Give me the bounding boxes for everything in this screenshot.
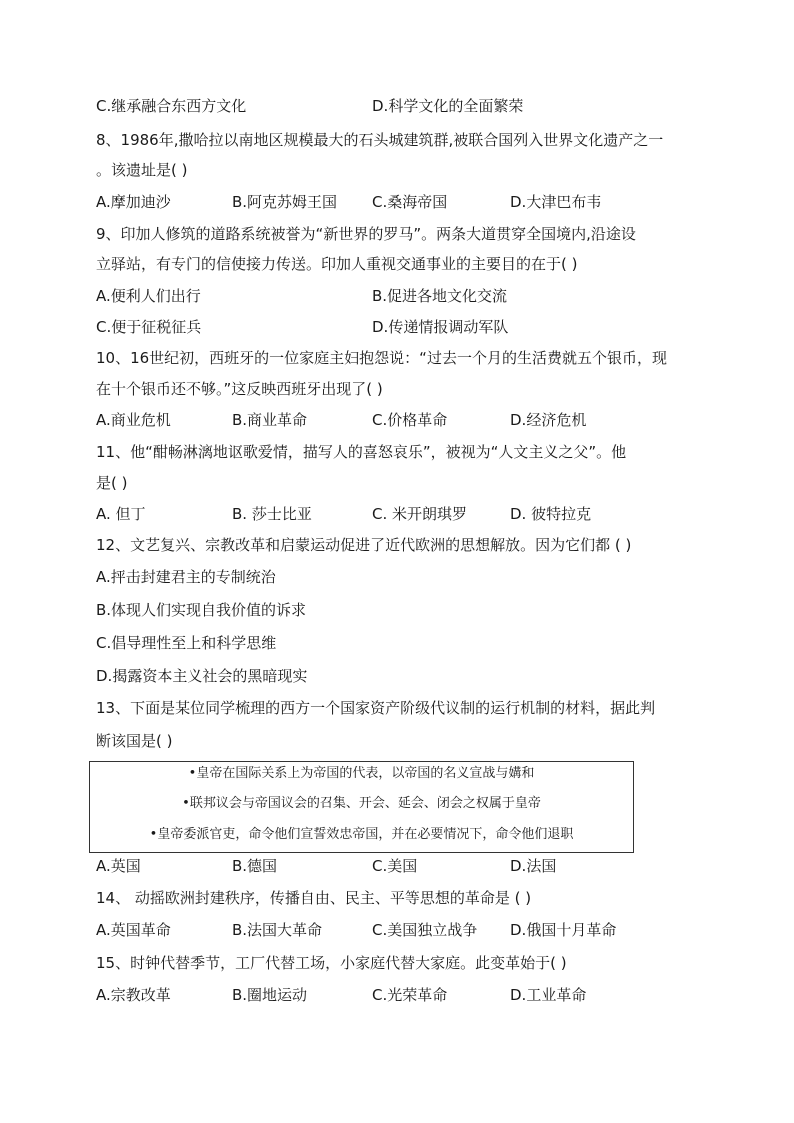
q9-options-row2 xyxy=(96,317,706,337)
q9-option-c: C.便于征税征兵 xyxy=(96,318,202,336)
q13-material-line: •联邦议会与帝国议会的召集、开会、延会、闭会之权属于皇帝 xyxy=(182,796,541,811)
q14-option-a: A.英国革命 xyxy=(96,921,171,939)
q13-material-line: •皇帝在国际关系上为帝国的代表，以帝国的名义宣战与媾和 xyxy=(188,766,535,781)
q15-stem-line1: 15、时钟代替季节，工厂代替工场，小家庭代替大家庭。此变革始于( ) xyxy=(96,954,567,972)
q10-options xyxy=(96,410,706,430)
q7-options xyxy=(96,96,706,116)
q11-option-b: B. 莎士比亚 xyxy=(232,505,312,523)
q15-options xyxy=(96,985,706,1005)
q9-stem-line2: 立驿站，有专门的信使接力传送。印加人重视交通事业的主要目的在于( ) xyxy=(96,255,578,273)
q13-option-c: C.美国 xyxy=(372,857,418,875)
q13-stem-line2: 断该国是( ) xyxy=(96,732,173,750)
q9-option-b: B.促进各地文化交流 xyxy=(372,287,508,305)
q7-option-d: D.科学文化的全面繁荣 xyxy=(372,97,524,115)
q11-option-d: D. 彼特拉克 xyxy=(510,505,592,523)
q9-stem-line1: 9、印加人修筑的道路系统被誉为“新世界的罗马”。两条大道贯穿全国境内,沿途设 xyxy=(96,225,636,243)
q8-option-a: A.摩加迪沙 xyxy=(96,193,171,211)
q8-option-c: C.桑海帝国 xyxy=(372,193,448,211)
q7-option-c: C.继承融合东西方文化 xyxy=(96,97,247,115)
q12-option-c: C.倡导理性至上和科学思维 xyxy=(96,634,277,652)
q13-option-a: A.英国 xyxy=(96,857,141,875)
q9-option-d: D.传递情报调动军队 xyxy=(372,318,509,336)
q14-stem-line1: 14、 动摇欧洲封建秩序，传播自由、民主、平等思想的革命是 ( ) xyxy=(96,889,532,907)
q12-option-a: A.抨击封建君主的专制统治 xyxy=(96,568,276,586)
q8-stem-line2: 。该遗址是( ) xyxy=(96,161,188,179)
q9-options-row1 xyxy=(96,286,706,306)
q10-option-b: B.商业革命 xyxy=(232,411,308,429)
q13-option-b: B.德国 xyxy=(232,857,278,875)
q11-options xyxy=(96,504,706,524)
q11-stem-line1: 11、他“酣畅淋漓地讴歌爱情，描写人的喜怒哀乐”，被视为“人文主义之父”。他 xyxy=(96,443,627,461)
q10-stem-line1: 10、16世纪初，西班牙的一位家庭主妇抱怨说：“过去一个月的生活费就五个银币，现 xyxy=(96,349,667,367)
q13-options xyxy=(96,856,706,876)
q14-options xyxy=(96,920,706,940)
q12-option-d: D.揭露资本主义社会的黑暗现实 xyxy=(96,667,308,685)
q11-option-c: C. 米开朗琪罗 xyxy=(372,505,468,523)
q12-option-b: B.体现人们实现自我价值的诉求 xyxy=(96,601,307,619)
q14-option-c: C.美国独立战争 xyxy=(372,921,478,939)
q10-option-d: D.经济危机 xyxy=(510,411,587,429)
q11-stem-line2: 是( ) xyxy=(96,474,128,492)
q13-material-box xyxy=(89,761,634,853)
q10-stem-line2: 在十个银币还不够。”这反映西班牙出现了( ) xyxy=(96,380,383,398)
q15-option-c: C.光荣革命 xyxy=(372,986,448,1004)
q10-option-a: A.商业危机 xyxy=(96,411,171,429)
q15-option-b: B.圈地运动 xyxy=(232,986,308,1004)
q14-option-b: B.法国大革命 xyxy=(232,921,323,939)
q8-stem-line1: 8、1986年,撒哈拉以南地区规模最大的石头城建筑群,被联合国列入世界文化遗产之一 xyxy=(96,131,664,149)
q11-option-a: A. 但丁 xyxy=(96,505,146,523)
q14-option-d: D.俄国十月革命 xyxy=(510,921,617,939)
q10-option-c: C.价格革命 xyxy=(372,411,448,429)
q13-material-line: •皇帝委派官吏，命令他们宣誓效忠帝国，并在必要情况下，命令他们退职 xyxy=(149,827,574,842)
q12-stem-line1: 12、文艺复兴、宗教改革和启蒙运动促进了近代欧洲的思想解放。因为它们都 ( ) xyxy=(96,536,632,554)
q9-option-a: A.便利人们出行 xyxy=(96,287,201,305)
q8-options xyxy=(96,192,706,212)
q13-stem-line1: 13、下面是某位同学梳理的西方一个国家资产阶级代议制的运行机制的材料，据此判 xyxy=(96,699,656,717)
q15-option-d: D.工业革命 xyxy=(510,986,587,1004)
q8-option-d: D.大津巴布韦 xyxy=(510,193,602,211)
q13-option-d: D.法国 xyxy=(510,857,557,875)
q15-option-a: A.宗教改革 xyxy=(96,986,171,1004)
q8-option-b: B.阿克苏姆王国 xyxy=(232,193,338,211)
